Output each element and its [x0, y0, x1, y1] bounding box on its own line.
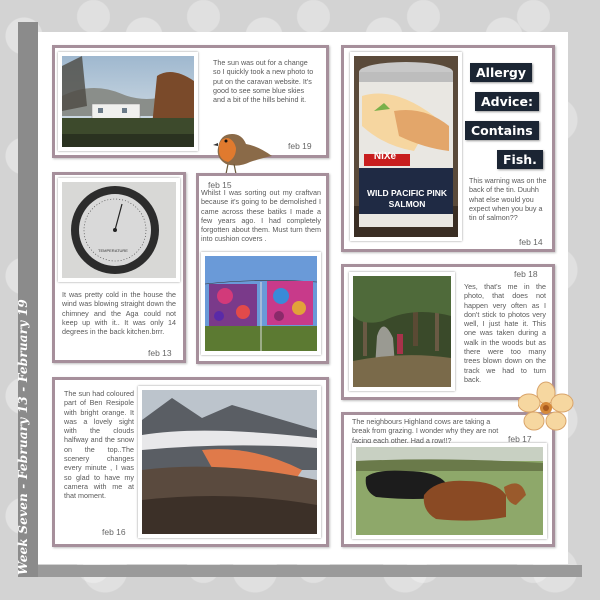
woods-text: Yes, that's me in the photo, that does not happen very often as I don't stick to photos very well, I just hate it. This one was taken during a walk in the woods but as there were too many trees blown down on the track we had to turn back. — [464, 282, 546, 384]
robin-bird — [210, 126, 280, 178]
can-brand: NiXe — [373, 151, 397, 162]
side-title: Week Seven - February 13 - February 19 — [16, 299, 30, 575]
thermometer-date: feb 13 — [148, 348, 172, 358]
label-advice: Advice: — [475, 92, 539, 111]
label-contains: Contains — [465, 121, 539, 140]
mountain-date: feb 16 — [102, 527, 126, 537]
can-text: WILD PACIFIC PINK SALMON — [366, 188, 448, 209]
cows-date: feb 17 — [508, 434, 532, 444]
batiks-text: Whilst I was sorting out my craftvan because it's going to be demolished I came across these batiks I made a few years ago. I had completely forgotten about them. Must turn them into cushion covers . — [201, 188, 321, 244]
dial-text: TEMPERATURE — [98, 248, 128, 253]
caravan-text: The sun was out for a change so I quickly took a new photo to put on the caravan website. It's good to see some blue skies and a bit of the hills behind it. — [213, 58, 314, 105]
salmon-text: This warning was on the back of the tin. Duuhh what else would you expect when you buy a tin of salmon?? — [469, 176, 547, 223]
photo-thermometer — [58, 178, 180, 282]
photo-salmon — [350, 52, 462, 241]
photo-cows — [352, 443, 547, 539]
flower-embellishment — [518, 381, 574, 431]
woods-date: feb 18 — [514, 269, 538, 279]
thermometer-text: It was pretty cold in the house the wind was blowing straight down the chimney and the Aga could not keep up with it.. It was only 14 degrees in the back kitchen.brrr. — [62, 290, 176, 337]
mountain-text: The sun had coloured part of Ben Resipole with bright orange. It was a lovely sight with the clouds halfway and the snow on the top..The scenery changes every minute , I was so glad to have my camera with me at that moment. — [64, 389, 134, 501]
cows-text: The neighbours Highland cows are taking a break from grazing. I wonder why they are not facing each other. Had a row!!? — [352, 417, 499, 445]
photo-woods — [349, 272, 455, 391]
page-shadow — [22, 565, 582, 577]
caravan-date: feb 19 — [288, 141, 312, 151]
batiks-date: feb 15 — [208, 180, 232, 190]
photo-mountain — [138, 386, 321, 538]
photo-caravan — [58, 52, 198, 151]
salmon-date: feb 14 — [519, 237, 543, 247]
label-allergy: Allergy — [470, 63, 532, 82]
label-fish: Fish. — [497, 150, 543, 169]
photo-batiks — [201, 252, 321, 355]
